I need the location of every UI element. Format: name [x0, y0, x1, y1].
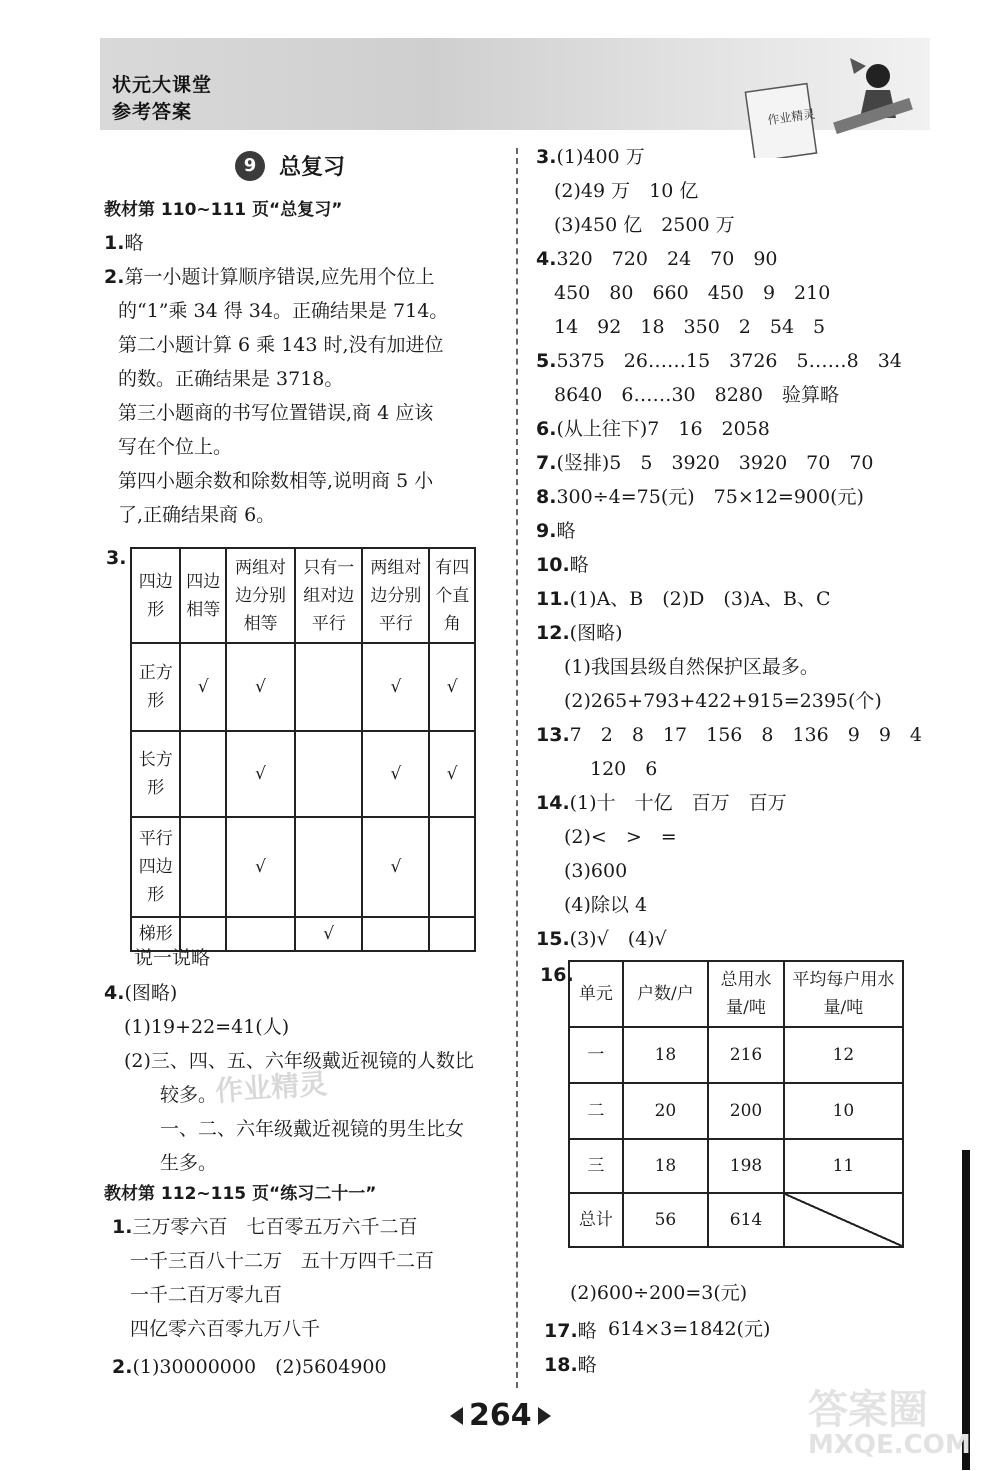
table-cell: 三	[569, 1139, 623, 1193]
answer-text: 第三小题商的书写位置错误,商 4 应该	[118, 402, 434, 424]
answer-text: 略	[556, 520, 576, 542]
table-header-cell: 平均每户用水量/吨	[784, 961, 903, 1027]
answer-text: (1)A、B (2)D (3)A、B、C	[569, 588, 831, 610]
answer-line	[564, 854, 627, 888]
next-arrow-icon	[538, 1407, 551, 1425]
answer-line	[536, 718, 922, 752]
answer-line	[536, 616, 623, 650]
answer-num: 2.	[112, 1356, 133, 1378]
check-cell: √	[226, 817, 295, 917]
answer-text: 四亿零六百零九万八千	[130, 1318, 321, 1340]
table-header-cell: 单元	[569, 961, 623, 1027]
answer-num: 8.	[536, 486, 557, 508]
answer-text: 的“1”乘 34 得 34。正确结果是 714。	[118, 300, 449, 322]
answer-num: 17.	[544, 1320, 578, 1342]
table-cell: 二	[569, 1083, 623, 1139]
table-cell: 56	[623, 1193, 708, 1247]
answer-text: (2)< > =	[564, 826, 677, 848]
answer-line	[536, 480, 864, 514]
table-cell: 216	[708, 1027, 784, 1083]
answer-line	[118, 362, 343, 396]
table-cell: 18	[623, 1027, 708, 1083]
answer-line	[118, 498, 275, 532]
table-cell: 11	[784, 1139, 903, 1193]
brand-line-2: 参考答案	[112, 101, 193, 123]
answer-text: (4)除以 4	[564, 894, 648, 916]
answer-line	[544, 1314, 597, 1348]
answer-line	[536, 922, 667, 956]
answer-num: 11.	[536, 588, 570, 610]
answer-line	[160, 1146, 217, 1180]
mascot-illustration	[738, 48, 928, 158]
answer-text: (1)十 十亿 百万 百万	[569, 792, 787, 814]
answer-line	[104, 976, 177, 1010]
table-cell: 一	[569, 1027, 623, 1083]
diagonal-cell	[784, 1193, 903, 1247]
q3-note: 说一说略	[134, 947, 211, 969]
answer-line	[564, 684, 882, 718]
check-cell: √	[180, 643, 226, 731]
badge-text: 作业精灵	[766, 106, 817, 128]
row-label: 长方形	[131, 731, 180, 817]
page-number	[450, 1398, 551, 1433]
answer-line	[570, 1276, 747, 1310]
table-header-cell: 只有一组对边平行	[295, 548, 362, 643]
table-row	[569, 1139, 903, 1193]
check-cell: √	[429, 731, 475, 817]
water-usage-table	[568, 960, 904, 1248]
table-cell: 200	[708, 1083, 784, 1139]
answer-num: 2.	[104, 266, 125, 288]
table-cell: 198	[708, 1139, 784, 1193]
answer-num: 6.	[536, 418, 557, 440]
check-cell	[295, 643, 362, 731]
q3-number: 3.	[106, 547, 127, 569]
table-cell: 总计	[569, 1193, 623, 1247]
answer-text: 略	[569, 554, 589, 576]
answer-text: 5375 26……15 3726 5……8 34	[556, 350, 902, 372]
answer-text: (图略)	[124, 982, 178, 1004]
answer-line	[104, 260, 435, 294]
answer-text: 一千三百八十二万 五十万四千二百	[130, 1250, 435, 1272]
check-cell: √	[362, 731, 429, 817]
answer-text: 120 6	[590, 758, 658, 780]
answer-text: (2)265+793+422+915=2395(个)	[564, 690, 882, 712]
row-label: 正方形	[131, 643, 180, 731]
answer-text: 7 2 8 17 156 8 136 9 9 4	[569, 724, 922, 746]
answer-text: (1)400 万	[556, 146, 645, 168]
answer-text: (图略)	[569, 622, 623, 644]
answer-line	[130, 1244, 434, 1278]
answer-line	[554, 276, 830, 310]
answer-line	[608, 1312, 770, 1346]
left-heading-2: 教材第 112~115 页“练习二十一”	[104, 1184, 377, 1204]
answer-line	[118, 464, 433, 498]
row-label: 梯形	[131, 917, 180, 951]
answer-num: 18.	[544, 1354, 578, 1376]
table-row	[131, 643, 475, 731]
table-row	[131, 731, 475, 817]
brand-line-1: 状元大课堂	[112, 74, 213, 96]
answer-line	[536, 446, 874, 480]
check-cell: √	[226, 643, 295, 731]
answer-text: 三万零六百 七百零五万六千二百	[132, 1216, 418, 1238]
answer-line	[130, 1312, 320, 1346]
answer-num: 5.	[536, 350, 557, 372]
answer-line	[536, 344, 902, 378]
answer-line	[554, 310, 825, 344]
answer-text: 一、二、六年级戴近视镜的男生比女	[160, 1118, 465, 1140]
answer-line	[118, 396, 433, 430]
answer-num: 3.	[536, 146, 557, 168]
check-cell	[180, 731, 226, 817]
answer-line	[112, 1210, 417, 1244]
answer-line	[564, 820, 677, 854]
table-header-cell: 四边相等	[180, 548, 226, 643]
answer-line	[554, 208, 735, 242]
page-edge-shadow	[962, 1150, 970, 1470]
answer-line	[118, 294, 448, 328]
check-cell	[429, 917, 475, 951]
answer-text: (3)600	[564, 860, 628, 882]
answer-text: 8640 6……30 8280 验算略	[554, 384, 839, 406]
table-cell: 12	[784, 1027, 903, 1083]
answer-line	[544, 1348, 597, 1382]
q16-number: 16.	[540, 964, 574, 986]
answer-text: 的数。正确结果是 3718。	[118, 368, 344, 390]
table-cell: 20	[623, 1083, 708, 1139]
answer-line	[536, 548, 589, 582]
answer-text: 450 80 660 450 9 210	[554, 282, 831, 304]
answer-text: 14 92 18 350 2 54 5	[554, 316, 826, 338]
table-header-cell: 四边形	[131, 548, 180, 643]
column-divider	[516, 148, 518, 1388]
answer-text: 了,正确结果商 6。	[118, 504, 276, 526]
answer-text: (2)600÷200=3(元)	[570, 1282, 748, 1304]
answer-text: (1)30000000 (2)5604900	[132, 1356, 387, 1378]
check-cell	[295, 817, 362, 917]
answer-line	[564, 650, 819, 684]
answer-text: 320 720 24 70 90	[556, 248, 778, 270]
answer-line	[536, 412, 770, 446]
check-cell: √	[226, 731, 295, 817]
answer-line	[130, 1278, 282, 1312]
answer-text: 略	[124, 232, 144, 254]
answer-text: 写在个位上。	[118, 436, 233, 458]
check-cell	[362, 917, 429, 951]
table-row	[569, 1083, 903, 1139]
check-cell	[295, 731, 362, 817]
answer-num: 1.	[112, 1216, 133, 1238]
answer-num: 1.	[104, 232, 125, 254]
answer-text: 300÷4=75(元) 75×12=900(元)	[556, 486, 864, 508]
watermark-middle: 作业精灵	[214, 1067, 329, 1108]
answer-num: 4.	[104, 982, 125, 1004]
answer-num: 14.	[536, 792, 570, 814]
table-cell: 18	[623, 1139, 708, 1193]
answer-line	[564, 888, 647, 922]
answer-line	[112, 1350, 387, 1384]
answer-text: 一千二百万零九百	[130, 1284, 283, 1306]
answer-line	[536, 582, 831, 616]
check-cell	[429, 817, 475, 917]
answer-num: 9.	[536, 520, 557, 542]
answer-text: (3)√ (4)√	[569, 928, 667, 950]
row-label: 平行四边形	[131, 817, 180, 917]
answer-text: 略	[577, 1320, 597, 1342]
table-row	[569, 1027, 903, 1083]
table-row	[131, 817, 475, 917]
watermark-url: MXQE.COM	[808, 1430, 971, 1460]
answer-line	[124, 1010, 289, 1044]
answer-text: 第四小题余数和除数相等,说明商 5 小	[118, 470, 434, 492]
section-number-badge: 9	[235, 151, 265, 181]
check-cell: √	[362, 817, 429, 917]
answer-line	[536, 242, 778, 276]
table-header-cell: 两组对边分别相等	[226, 548, 295, 643]
page-number-text: 264	[469, 1398, 532, 1433]
answer-line	[554, 378, 839, 412]
answer-line	[536, 140, 645, 174]
answer-num: 12.	[536, 622, 570, 644]
answer-text: 较多。	[160, 1084, 218, 1106]
answer-line	[160, 1112, 464, 1146]
section-title	[235, 150, 345, 181]
table-header-cell: 有四个直角	[429, 548, 475, 643]
quadrilateral-table	[130, 547, 476, 952]
answer-text: (2)三、四、五、六年级戴近视镜的人数比	[124, 1050, 474, 1072]
table-row	[569, 1193, 903, 1247]
table-header-cell: 户数/户	[623, 961, 708, 1027]
answer-text: (从上往下)7 16 2058	[556, 418, 770, 440]
left-heading-1: 教材第 110~111 页“总复习”	[104, 200, 343, 220]
answer-text: 614×3=1842(元)	[608, 1318, 771, 1340]
answer-num: 4.	[536, 248, 557, 270]
answer-line	[536, 514, 575, 548]
answer-text: (1)我国县级自然保护区最多。	[564, 656, 819, 678]
answer-line	[160, 1078, 217, 1112]
watermark-logo: 答案圈	[808, 1387, 928, 1433]
check-cell: √	[362, 643, 429, 731]
answer-text: 生多。	[160, 1152, 218, 1174]
check-cell	[226, 917, 295, 951]
section-title-text: 总复习	[279, 155, 346, 180]
answer-num: 15.	[536, 928, 570, 950]
prev-arrow-icon	[450, 1407, 463, 1425]
table-cell: 10	[784, 1083, 903, 1139]
check-cell	[180, 817, 226, 917]
answer-line	[590, 752, 657, 786]
check-cell: √	[429, 643, 475, 731]
answer-text: 略	[577, 1354, 597, 1376]
answer-text: 第一小题计算顺序错误,应先用个位上	[124, 266, 435, 288]
answer-line	[104, 226, 143, 260]
table-cell: 614	[708, 1193, 784, 1247]
answer-text: 第二小题计算 6 乘 143 时,没有加进位	[118, 334, 444, 356]
answer-line	[118, 328, 444, 362]
table-header-cell: 两组对边分别平行	[362, 548, 429, 643]
answer-num: 7.	[536, 452, 557, 474]
answer-line	[536, 786, 787, 820]
answer-text: (3)450 亿 2500 万	[554, 214, 735, 236]
answer-line	[554, 174, 698, 208]
answer-num: 13.	[536, 724, 570, 746]
answer-text: (2)49 万 10 亿	[554, 180, 699, 202]
answer-text: (1)19+22=41(人)	[124, 1016, 290, 1038]
check-cell: √	[295, 917, 362, 951]
answer-num: 10.	[536, 554, 570, 576]
answer-line	[118, 430, 232, 464]
table-header-cell: 总用水量/吨	[708, 961, 784, 1027]
answer-text: (竖排)5 5 3920 3920 70 70	[556, 452, 874, 474]
